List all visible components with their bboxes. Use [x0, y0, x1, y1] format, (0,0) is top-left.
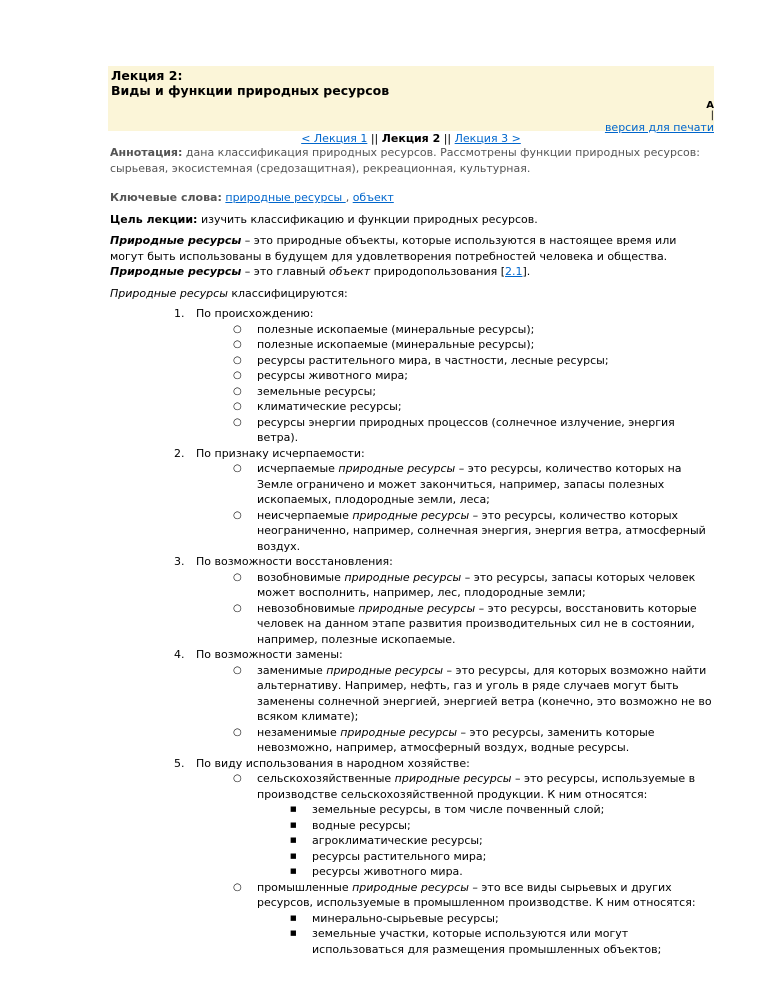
list-item-text: исчерпаемые	[257, 462, 339, 475]
list-item	[290, 802, 712, 818]
list-item	[233, 663, 712, 725]
list-item-text: незаменимые	[257, 725, 341, 739]
list-item-text: агроклиматические ресурсы;	[312, 834, 483, 847]
list-item-text: – это ресурсы, запасы которых человек может восполнить, например, лес, плодородные земли;	[257, 570, 696, 599]
lecture-content	[110, 145, 712, 957]
list-item	[290, 833, 712, 849]
separator-bar: |	[710, 110, 714, 121]
list-item-text: возобновимые	[257, 570, 345, 584]
list-item-text: земельные ресурсы;	[257, 384, 377, 398]
square-bullet: ■	[290, 805, 297, 813]
circle-bullet: ○	[233, 602, 242, 614]
list-item	[233, 880, 712, 958]
list-item-text: ресурсы животного мира;	[257, 369, 409, 382]
term: природные ресурсы	[352, 508, 470, 522]
list-item	[233, 725, 712, 756]
list-item-text: – это ресурсы, количество которых на Земле ограничено и может закончиться, например, запасы полезных ископаемых, плодородные земли, леса;	[257, 462, 682, 506]
circle-bullet: ○	[233, 385, 242, 397]
list-item-label: По виду использования в народном хозяйстве:	[196, 756, 470, 770]
current-lecture-label: Лекция 2	[381, 132, 441, 145]
keywords-label: Ключевые слова:	[110, 191, 222, 204]
sublist	[257, 911, 712, 958]
list-item-text: – это все виды сырьевых и других ресурсов, используемые в промышленном производстве. К ним относятся:	[257, 880, 696, 909]
term: природные ресурсы	[338, 462, 456, 475]
circle-bullet: ○	[233, 339, 242, 350]
page-title	[111, 68, 389, 98]
square-bullet: ■	[290, 836, 297, 844]
sublist	[257, 802, 712, 880]
annotation-text: дана классификация природных ресурсов. Рассмотрены функции природных ресурсов: сырьевая, экосистемная (средозащитная), рекреационная, культурная.	[110, 146, 700, 175]
term: природные ресурсы	[340, 725, 458, 739]
keyword-link[interactable]: природные ресурсы	[225, 191, 346, 204]
circle-bullet: ○	[233, 664, 242, 676]
definition-text: ].	[522, 265, 531, 278]
nav-separator: ||	[367, 132, 382, 145]
circle-bullet: ○	[233, 401, 242, 412]
term: объект	[329, 265, 371, 278]
list-item-label: По происхождению:	[196, 307, 314, 320]
title-lecture-name: Виды и функции природных ресурсов	[111, 83, 390, 98]
list-item-text: – это ресурсы, восстановить которые человек на данном этапе развития производительных сил не в состоянии, например, полезные ископаемые.	[257, 601, 697, 646]
list-item	[233, 399, 712, 415]
list-item-text: невозобновимые	[257, 601, 359, 615]
list-item-text: ресурсы энергии природных процессов (солнечное излучение, энергия ветра).	[257, 415, 675, 444]
lecture-goal	[110, 212, 712, 228]
list-item	[233, 508, 712, 555]
sublist	[196, 663, 712, 756]
sublist	[196, 570, 712, 648]
annotation	[110, 145, 712, 176]
circle-bullet: ○	[233, 726, 242, 738]
list-item-text: земельные участки, которые используются или могут использоваться для размещения промышленных объектов;	[312, 927, 662, 956]
list-item	[233, 771, 712, 880]
list-item-text: заменимые	[257, 663, 327, 677]
square-bullet: ■	[290, 851, 297, 860]
list-item	[188, 306, 712, 446]
list-item-text: неисчерпаемые	[257, 508, 353, 522]
square-bullet: ■	[290, 867, 297, 875]
list-item	[188, 554, 712, 647]
annotation-label: Аннотация:	[110, 146, 183, 159]
list-item-text: ресурсы животного мира.	[312, 865, 463, 878]
list-item-text: сельскохозяйственные	[257, 772, 395, 785]
list-item-text: – это ресурсы, количество которых неограниченно, например, солнечная энергия, энергия ветра, атмосферный воздух.	[257, 508, 706, 553]
list-item	[233, 384, 712, 400]
term: природные ресурсы	[352, 880, 469, 894]
next-lecture-link[interactable]: Лекция 3 >	[454, 132, 521, 145]
definition-text: – это главный	[241, 265, 330, 278]
circle-bullet: ○	[233, 773, 242, 784]
sublist	[196, 771, 712, 957]
term: природные ресурсы	[326, 663, 444, 677]
list-item	[188, 647, 712, 756]
list-item	[233, 337, 712, 353]
list-item-text: – это ресурсы, для которых возможно найти альтернативу. Например, нефть, газ и уголь в ряде случаев могут быть заменены солнечной энергией, энергией ветра (конечно, это возможно не во всяком климате);	[257, 663, 712, 723]
circle-bullet: ○	[233, 881, 242, 893]
list-item	[290, 818, 712, 834]
goal-label: Цель лекции:	[110, 212, 198, 226]
list-item-label: По возможности замены:	[196, 648, 343, 661]
keywords	[110, 190, 712, 206]
definition-paragraph	[110, 233, 712, 280]
list-item-text: земельные ресурсы, в том числе почвенный слой;	[312, 803, 605, 816]
keyword-link[interactable]: объект	[352, 191, 394, 204]
list-item	[233, 415, 712, 446]
circle-bullet: ○	[233, 463, 242, 474]
list-item-text: промышленные	[257, 880, 353, 894]
list-item-label: По признаку исчерпаемости:	[196, 446, 365, 460]
list-item	[290, 926, 712, 957]
list-item-text: полезные ископаемые (минеральные ресурсы);	[257, 338, 535, 351]
list-item	[290, 864, 712, 880]
definition-text: природопользования [	[370, 265, 506, 278]
definition-text: – это природные объекты, которые используются в настоящее время или могут быть использованы в будущем для удовлетворения потребностей человека и общества.	[110, 234, 677, 263]
keyword-separator: ,	[345, 191, 353, 204]
circle-bullet: ○	[233, 571, 242, 583]
goal-text: изучить классификацию и функции природных ресурсов.	[197, 212, 538, 226]
sublist	[196, 322, 712, 446]
classification-list	[110, 306, 712, 957]
list-item	[233, 322, 712, 338]
circle-bullet: ○	[233, 509, 242, 521]
list-item	[233, 368, 712, 384]
lecture-header	[108, 66, 714, 134]
font-size-toggle[interactable]: A	[706, 100, 714, 111]
title-lecture-number: Лекция 2:	[111, 68, 183, 83]
term: природные ресурсы	[394, 772, 512, 785]
circle-bullet: ○	[233, 416, 242, 428]
print-version-link[interactable]: версия для печати	[604, 121, 714, 134]
list-item	[233, 601, 712, 648]
list-item-label: По возможности восстановления:	[196, 555, 393, 568]
list-item-text: водные ресурсы;	[312, 818, 411, 832]
term: Природные ресурсы	[110, 234, 242, 247]
square-bullet: ■	[290, 929, 297, 937]
list-item	[290, 911, 712, 927]
list-item	[188, 446, 712, 555]
list-item	[188, 756, 712, 958]
list-item-text: минерально-сырьевые ресурсы;	[312, 911, 499, 925]
nav-separator: ||	[440, 132, 455, 145]
sublist	[196, 461, 712, 554]
term: Природные ресурсы	[110, 265, 242, 278]
list-item-text: климатические ресурсы;	[257, 400, 402, 413]
classification-intro	[110, 286, 712, 302]
term: природные ресурсы	[358, 601, 476, 615]
square-bullet: ■	[290, 913, 297, 922]
circle-bullet: ○	[233, 354, 242, 366]
square-bullet: ■	[290, 820, 297, 829]
term: Природные ресурсы	[110, 286, 228, 300]
prev-lecture-link[interactable]: < Лекция 1	[301, 132, 368, 145]
list-item-text: – это ресурсы, заменить которые невозможно, например, атмосферный воздух, водные ресурсы.	[257, 725, 655, 754]
circle-bullet: ○	[233, 323, 242, 335]
classification-text: классифицируются:	[227, 286, 348, 300]
list-item	[233, 570, 712, 601]
circle-bullet: ○	[233, 370, 242, 381]
list-item-text: ресурсы растительного мира;	[312, 849, 487, 863]
list-item	[233, 461, 712, 508]
term: природные ресурсы	[344, 570, 462, 584]
list-item	[233, 353, 712, 369]
list-item-text: полезные ископаемые (минеральные ресурсы);	[257, 322, 535, 336]
reference-link[interactable]: 2.1	[505, 265, 523, 278]
list-item-text: ресурсы растительного мира, в частности, лесные ресурсы;	[257, 353, 609, 367]
list-item-text: – это ресурсы, используемые в производстве сельскохозяйственной продукции. К ним относятся:	[257, 772, 696, 801]
list-item	[290, 849, 712, 865]
